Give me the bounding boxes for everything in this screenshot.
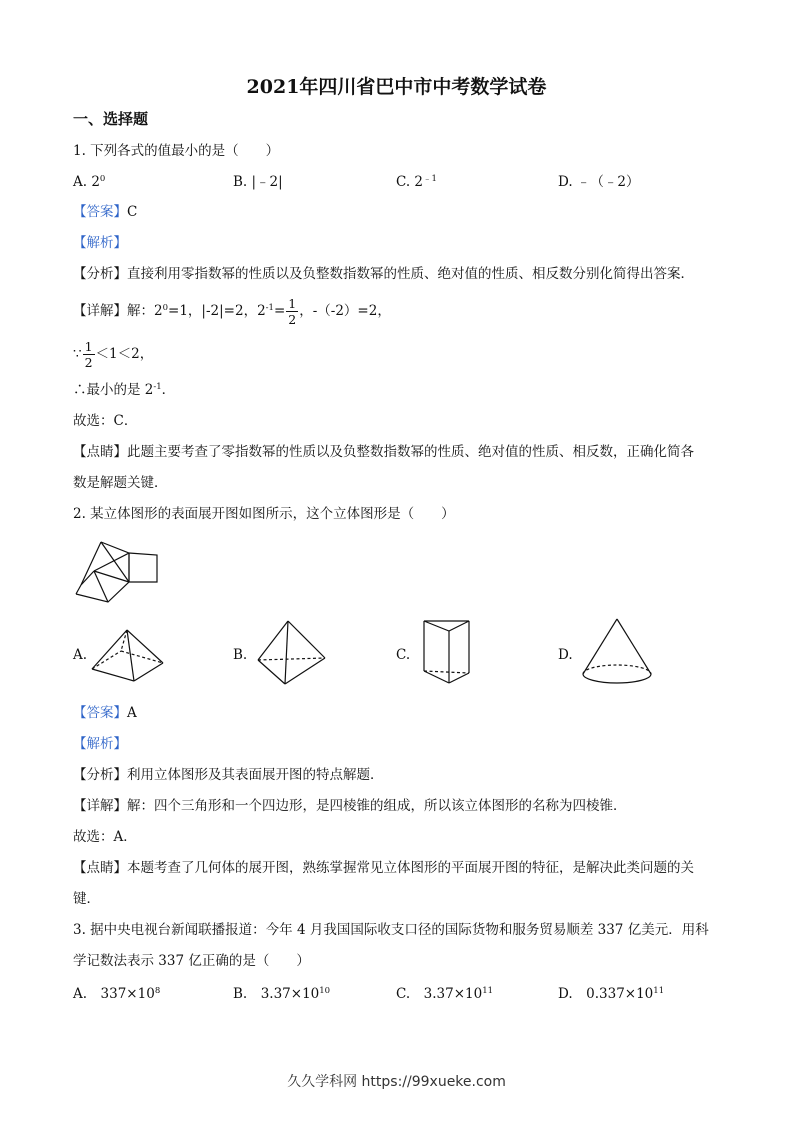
q1-dianjing-line1: 【点睛】此题主要考查了零指数幂的性质以及负整数指数幂的性质、绝对值的性质、相反数，正确化简各 [73,444,694,460]
q2-dianjing-line2: 键． [73,891,100,907]
footer-watermark: 久久学科网 https://99xueke.com [287,1074,506,1090]
q1-option-c: C. $2^{﹣1}$ [396,174,437,190]
net-edge [94,553,129,571]
q3-stem-line2: 学记数法表示 337 亿正确的是（ ） [73,953,310,969]
q3-option-c: C. $3.37\times 10^{11}$ [396,986,494,1002]
pyramid-edge [127,630,163,663]
tetra-edge [288,621,325,658]
q1-analysis-tag: 【解析】 [73,235,127,251]
cone-figure [579,616,659,688]
tetra-edge [258,621,288,660]
q2-analysis-tag: 【解析】 [73,736,127,752]
q3-option-a: A. $337\times 10^8$ [73,986,161,1002]
net-diagram [70,537,170,607]
q1-option-d: D. ﹣（﹣2） [558,174,640,190]
q1-answer: 【答案】C [73,204,138,220]
cone-base-back [583,665,651,674]
net-edge [94,571,108,602]
q1-stem: 1. 下列各式的值最小的是（ ） [73,143,280,159]
q3-stem-line1: 3. 据中央电视台新闻联播报道：今年 4 月我国国际收支口径的国际货物和服务贸易顺差 337 亿美元．用科 [73,922,709,938]
q2-option-c-label: C. [396,647,411,663]
pyramid-edge [127,630,134,681]
q2-stem: 2. 某立体图形的表面展开图如图所示，这个立体图形是（ ） [73,506,455,522]
q1-therefore: ∴最小的是 $2^{-1}$． [73,382,176,398]
tetrahedron-figure [255,618,335,688]
q2-option-d-label: D. [558,647,573,663]
q1-option-b: B. |﹣2| [233,174,283,190]
pyramid-edge [134,663,163,681]
q2-option-b-label: B. [233,647,248,663]
cone-base-front [583,674,651,683]
q2-dianjing-line1: 【点睛】本题考查了几何体的展开图，熟练掌握常见立体图形的平面展开图的特征，是解决此类问题的关 [73,860,694,876]
cone-edge [583,619,617,674]
tetra-edge [285,621,288,684]
q1-dianjing-line2: 数是解题关键． [73,475,168,491]
q1-because: ∵ $\frac{1}{2}$ ＜1＜2， [73,339,154,370]
pyramid-edge [92,669,134,681]
q3-option-b: B. $3.37\times 10^{10}$ [233,986,331,1002]
net-edge [81,571,94,585]
prism-edge [424,671,449,683]
fraction-one-half: $\frac{1}{2}$ [288,296,297,327]
tetra-edge [258,660,285,684]
tetra-hidden-edge [258,658,325,660]
prism-edge [449,673,469,683]
q1-option-a: A. $2^0$ [73,174,106,190]
page-title: 2021年四川省巴中市中考数学试卷 [246,76,547,98]
q1-choice: 故选：C． [73,413,138,429]
q2-fenxi: 【分析】利用立体图形及其表面展开图的特点解题． [73,767,384,783]
tetra-edge [285,658,325,684]
square-pyramid-figure [87,627,167,687]
q3-option-d: D. $0.337\times 10^{11}$ [558,986,665,1002]
fraction-one-half: $\frac{1}{2}$ [84,339,93,370]
q2-xiangjie: 【详解】解：四个三角形和一个四边形，是四棱锥的组成，所以该立体图形的名称为四棱锥． [73,798,627,814]
prism-top-face [424,621,469,631]
section-heading: 一、选择题 [73,110,149,128]
net-outline [76,542,157,602]
cone-edge [617,619,651,674]
q1-fenxi: 【分析】直接利用零指数幂的性质以及负整数指数幂的性质、绝对值的性质、相反数分别化简得出答案． [73,266,694,282]
pyramid-edge [92,630,127,669]
q1-xiangjie: 【详解】解：$2^0=1$，|-2|=2，$2^{-1}=$ $\frac{1}{2}$ ，-（-2）=2， [73,296,391,327]
net-edge [76,585,81,594]
net-edge [94,571,129,582]
triangular-prism-figure [420,617,480,687]
q2-option-a-label: A. [73,647,88,663]
q2-answer: 【答案】A [73,705,137,721]
prism-hidden-edge [424,671,469,673]
q2-choice: 故选：A． [73,829,137,845]
